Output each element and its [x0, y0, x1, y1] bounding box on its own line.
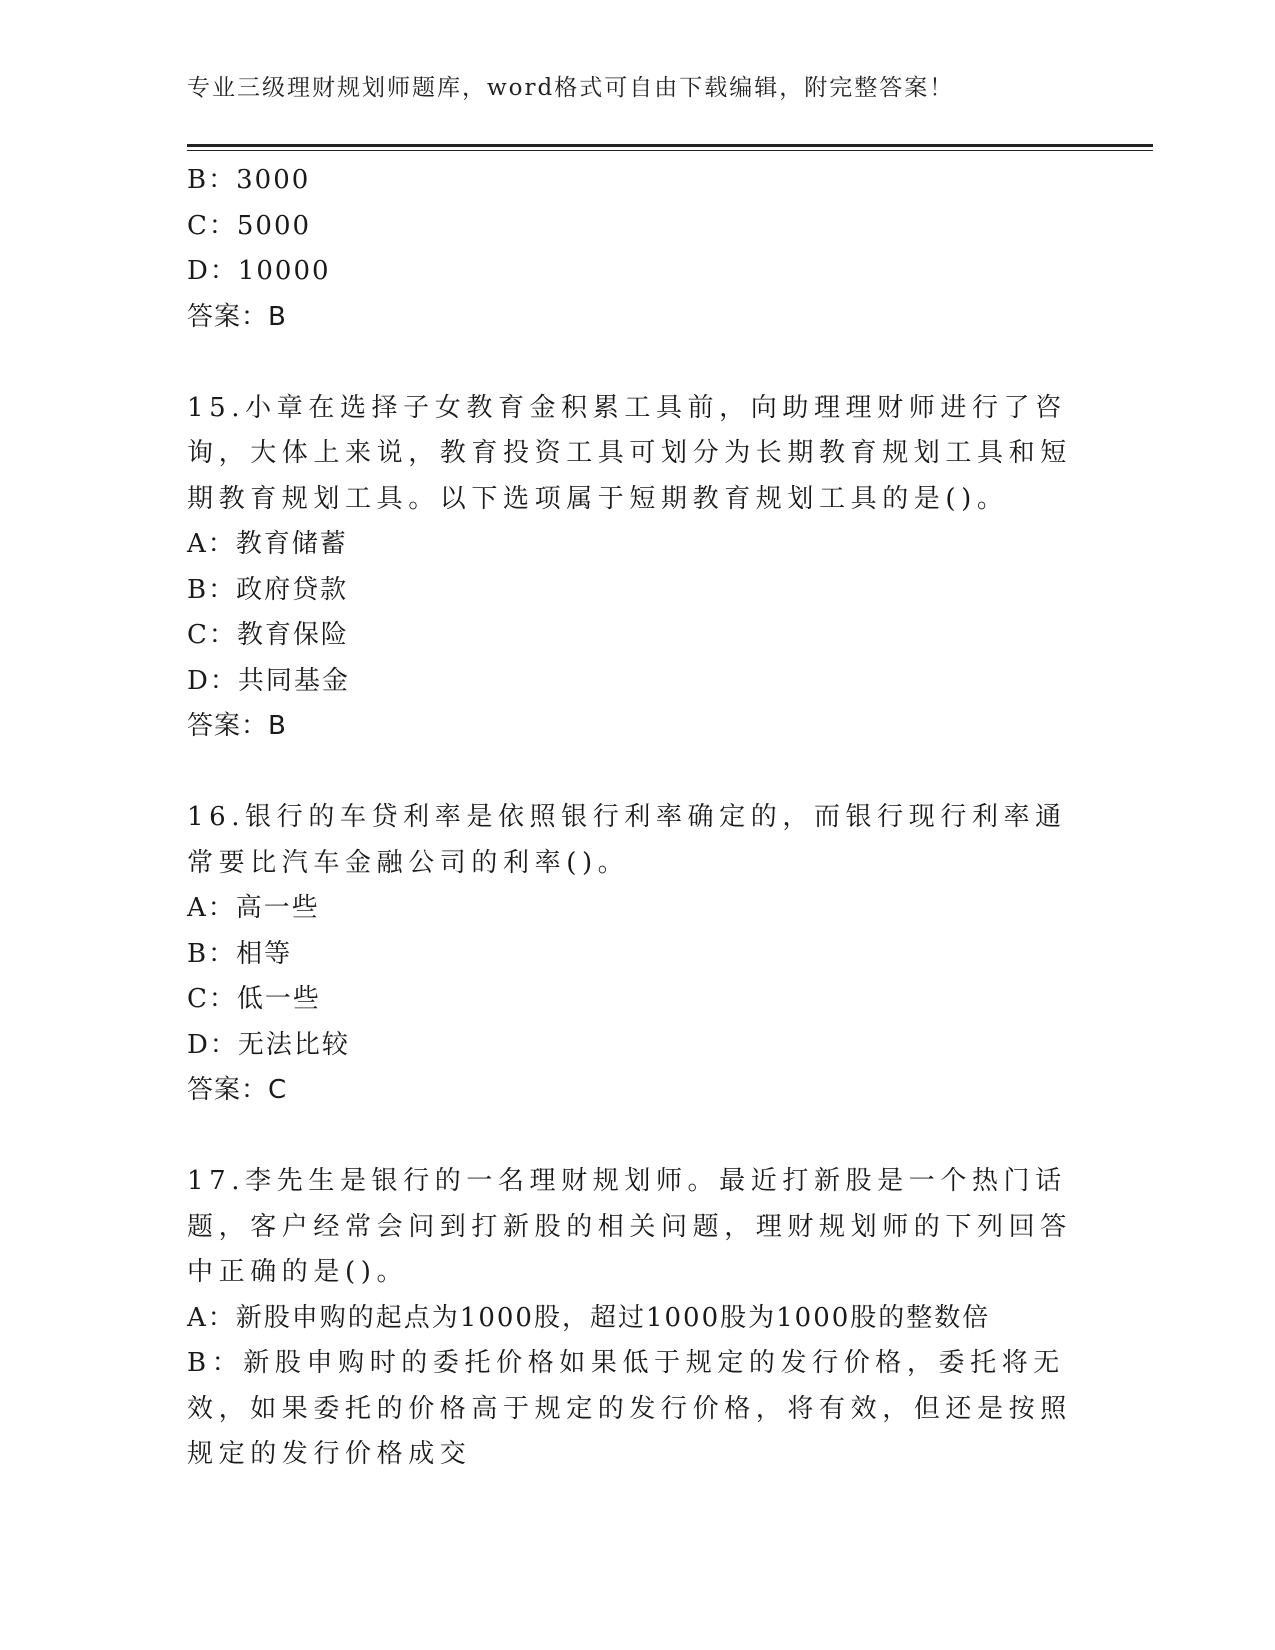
- option-b: B：3000: [187, 165, 311, 195]
- option-b: B：相等: [187, 938, 293, 969]
- question-text: 17.李先生是银行的一名理财规划师。最近打新股是一个热门话题，客户经常会问到打新股的相关问题，理财规划师的下列回答中正确的是()。: [187, 1166, 1072, 1287]
- question-text: 15.小章在选择子女教育金积累工具前，向助理理财师进行了咨询，大体上来说，教育投资工具可划分为长期教育规划工具和短期教育规划工具。以下选项属于短期教育规划工具的是()。: [187, 392, 1072, 514]
- option-d: D：共同基金: [187, 665, 350, 696]
- option-b: B：政府贷款: [187, 574, 349, 605]
- option-a: A：新股申购的起点为1000股，超过1000股为1000股的整数倍: [187, 1302, 991, 1333]
- answer-line: 答案：B: [187, 711, 287, 741]
- spacer: [187, 1114, 1087, 1160]
- header-rule-thin: [187, 150, 1153, 151]
- question-15: [187, 386, 1087, 750]
- question-16: [187, 795, 1087, 1114]
- option-c: C：5000: [187, 210, 312, 241]
- option-c: C：低一些: [187, 984, 321, 1014]
- option-c: C：教育保险: [187, 620, 349, 650]
- spacer: [187, 750, 1087, 796]
- question-list: [187, 158, 1087, 1478]
- option-b: B：新股申购时的委托价格如果低于规定的发行价格，委托将无效，如果委托的价格高于规定的发行价格，将有效，但还是按照规定的发行价格成交: [187, 1348, 1072, 1469]
- spacer: [187, 340, 1087, 386]
- option-a: A：高一些: [187, 893, 320, 923]
- option-d: D：无法比较: [187, 1029, 350, 1060]
- prev-question-tail: [187, 158, 1087, 340]
- option-a: A：教育储蓄: [187, 529, 348, 559]
- answer-line: 答案：C: [187, 1075, 288, 1105]
- question-text: 16.银行的车贷利率是依照银行利率确定的，而银行现行利率通常要比汽车金融公司的利率()。: [187, 802, 1067, 878]
- question-17: [187, 1159, 1087, 1478]
- header-rule-thick: [187, 144, 1153, 147]
- option-d: D：10000: [187, 256, 331, 286]
- page-header: 专业三级理财规划师题库，word格式可自由下载编辑，附完整答案！: [187, 75, 955, 101]
- answer-line: 答案：B: [187, 301, 287, 332]
